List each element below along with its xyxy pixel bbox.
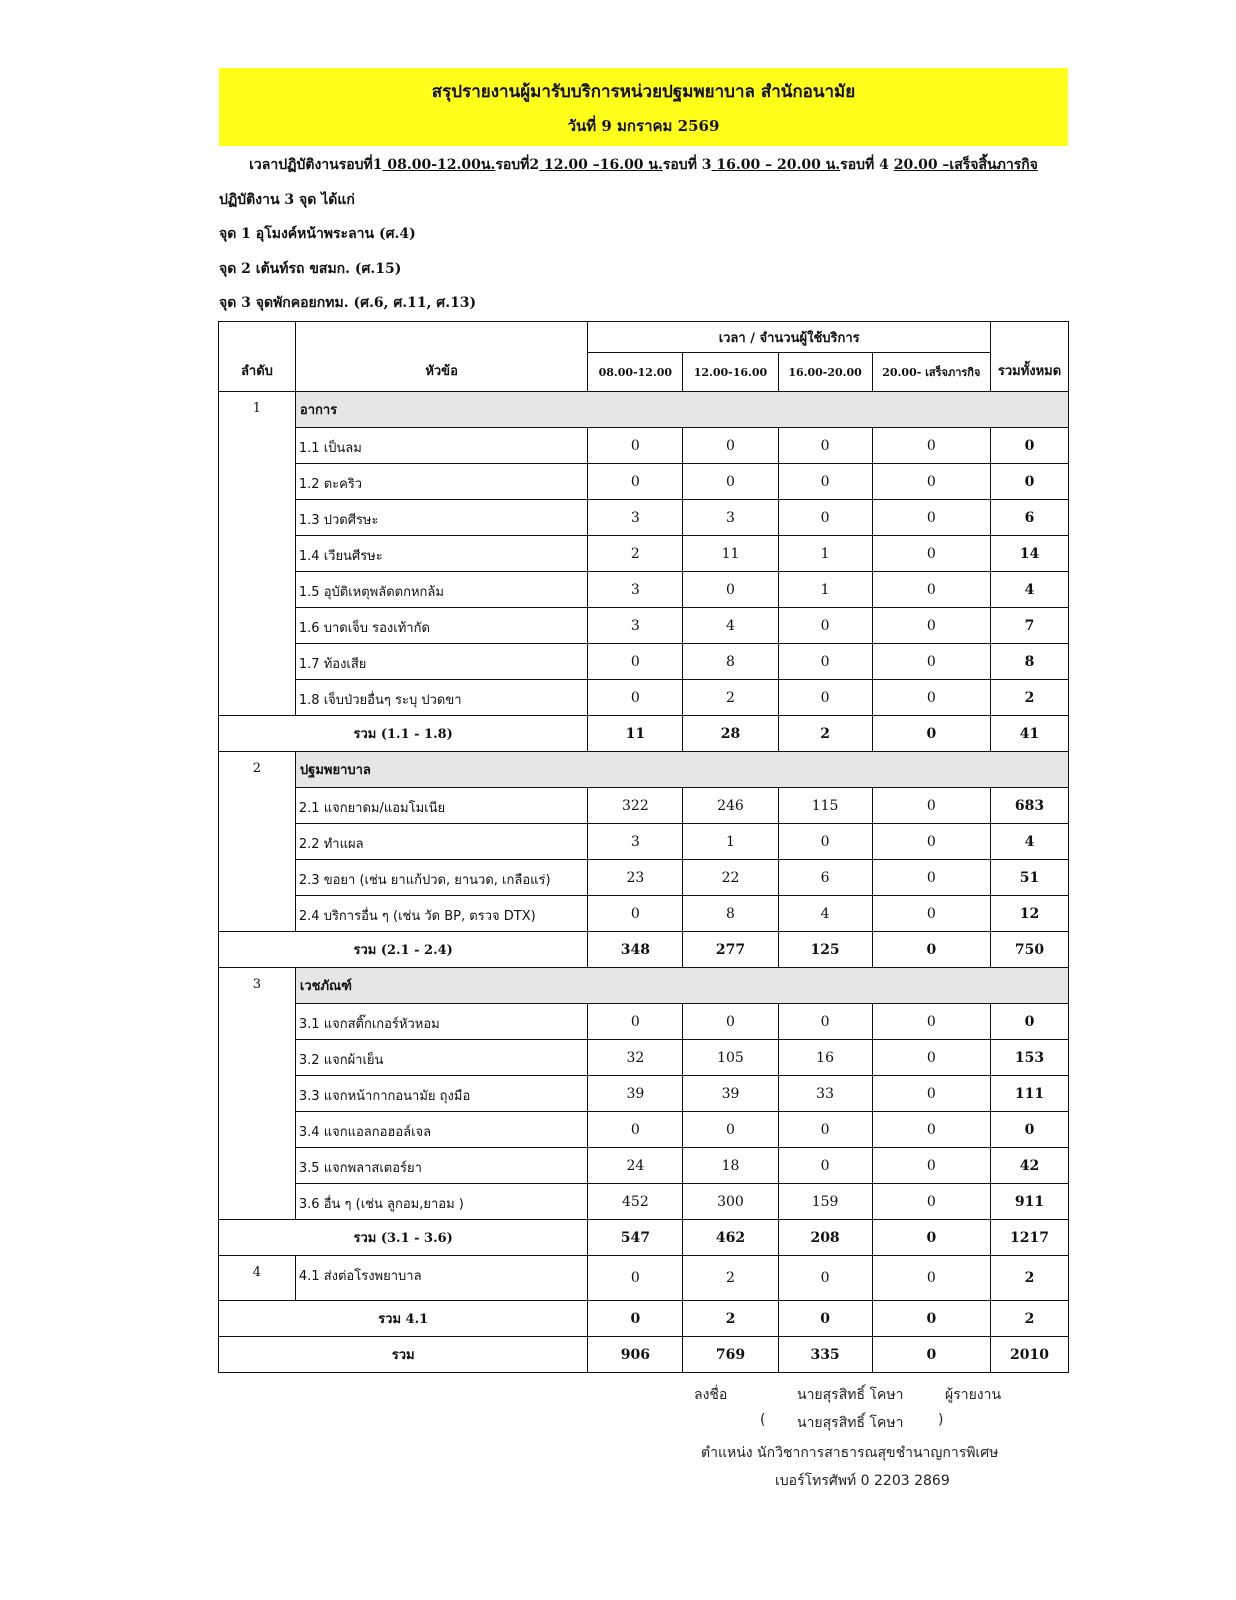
subtotal-label: รวม (1.1 - 1.8) (219, 716, 588, 752)
row-value: 8 (683, 644, 778, 680)
row-value: 0 (872, 428, 990, 464)
section-order: 3 (219, 968, 296, 1220)
row-value: 0 (588, 896, 683, 932)
row-total: 4 (991, 824, 1069, 860)
subtotal-total: 41 (991, 716, 1069, 752)
row-value: 3 (588, 608, 683, 644)
header-order: ลำดับ (219, 322, 296, 392)
header-time-3: 16.00-20.00 (778, 353, 872, 392)
table-row (219, 644, 1069, 680)
row-label: 1.5 อุบัติเหตุพลัดตกหกล้ม (295, 572, 587, 608)
signer-name: นายสุรสิทธิ์ โคษา (797, 1387, 904, 1403)
intro-points: ปฏิบัติงาน 3 จุด ได้แก่ (219, 192, 355, 208)
row-label: 1.8 เจ็บป่วยอื่นๆ ระบุ ปวดขา (295, 680, 587, 716)
subtotal-label: รวม 4.1 (219, 1301, 588, 1337)
row-value: 0 (872, 1148, 990, 1184)
row-value: 0 (872, 1040, 990, 1076)
table-row (219, 464, 1069, 500)
row-total: 0 (991, 428, 1069, 464)
row-total: 153 (991, 1040, 1069, 1076)
row-value: 0 (683, 1004, 778, 1040)
row-value: 0 (872, 1004, 990, 1040)
row-value: 39 (588, 1076, 683, 1112)
table-row (219, 788, 1069, 824)
row-value: 4 (778, 896, 872, 932)
subtotal-row (219, 932, 1069, 968)
section-name: ปฐมพยาบาล (295, 752, 1068, 788)
row-value: 11 (683, 536, 778, 572)
subtotal-label: รวม (2.1 - 2.4) (219, 932, 588, 968)
table-row (219, 1076, 1069, 1112)
row-value: 3 (588, 500, 683, 536)
row-label: 3.5 แจกพลาสเตอร์ยา (295, 1148, 587, 1184)
row-value: 0 (872, 896, 990, 932)
row-value: 0 (588, 1112, 683, 1148)
row-value: 24 (588, 1148, 683, 1184)
row-value: 0 (588, 428, 683, 464)
subtotal-value: 0 (872, 716, 990, 752)
round-2-time: 12.00 –16.00 น. (539, 157, 663, 173)
round-1-time: 08.00-12.00น. (382, 157, 496, 173)
row-total: 14 (991, 536, 1069, 572)
section-name: เวชภัณฑ์ (295, 968, 1068, 1004)
grand-total-row (219, 1337, 1069, 1373)
row-value: 0 (683, 572, 778, 608)
schedule-line (219, 154, 1068, 176)
row-value: 0 (778, 500, 872, 536)
row-value: 0 (778, 644, 872, 680)
header-total: รวมทั้งหมด (991, 322, 1069, 392)
row-value: 0 (588, 464, 683, 500)
row-label: 2.2 ทำแผล (295, 824, 587, 860)
report-table (218, 321, 1069, 1373)
row-value: 0 (872, 536, 990, 572)
row-total: 2 (991, 680, 1069, 716)
row-value: 0 (683, 464, 778, 500)
row-value: 0 (872, 824, 990, 860)
subtotal-total: 1217 (991, 1220, 1069, 1256)
header-topic: หัวข้อ (295, 322, 587, 392)
subtotal-value: 11 (588, 716, 683, 752)
subtotal-row (219, 716, 1069, 752)
row-value: 6 (778, 860, 872, 896)
round-4-time: 20.00 –เสร็จสิ้นภารกิจ (893, 157, 1038, 173)
table-row (219, 1184, 1069, 1220)
row-value: 0 (588, 680, 683, 716)
signer-phone: เบอร์โทรศัพท์ 0 2203 2869 (775, 1473, 950, 1489)
row-total: 0 (991, 1004, 1069, 1040)
row-value: 246 (683, 788, 778, 824)
round-4-label: รอบที่ 4 (840, 157, 894, 173)
grand-total-value: 769 (683, 1337, 778, 1373)
subtotal-value: 0 (778, 1301, 872, 1337)
header-time-2: 12.00-16.00 (683, 353, 778, 392)
row-value: 1 (683, 824, 778, 860)
row-value: 2 (683, 1256, 778, 1301)
table-row (219, 860, 1069, 896)
row-label: 2.1 แจกยาดม/แอมโมเนีย (295, 788, 587, 824)
row-value: 0 (872, 1184, 990, 1220)
row-value: 0 (872, 464, 990, 500)
row-value: 33 (778, 1076, 872, 1112)
round-2-label: รอบที่2 (495, 157, 540, 173)
row-total: 683 (991, 788, 1069, 824)
table-row (219, 536, 1069, 572)
row-value: 0 (588, 644, 683, 680)
row-value: 2 (588, 536, 683, 572)
report-title: สรุปรายงานผู้มารับบริการหน่วยปฐมพยาบาล สำนักอนามัย (431, 82, 856, 102)
row-value: 0 (872, 572, 990, 608)
subtotal-value: 2 (683, 1301, 778, 1337)
row-value: 0 (872, 608, 990, 644)
row-value: 32 (588, 1040, 683, 1076)
section-header-row (219, 392, 1069, 428)
row-value: 4 (683, 608, 778, 644)
schedule-prefix: เวลาปฏิบัติงานรอบที่1 (249, 157, 383, 173)
row-value: 0 (778, 428, 872, 464)
row-total: 42 (991, 1148, 1069, 1184)
row-value: 18 (683, 1148, 778, 1184)
row-total: 4 (991, 572, 1069, 608)
row-value: 3 (683, 500, 778, 536)
row-value: 0 (778, 608, 872, 644)
row-label: 2.3 ขอยา (เช่น ยาแก้ปวด, ยานวด, เกลือแร่) (295, 860, 587, 896)
table-row (219, 572, 1069, 608)
subtotal-total: 750 (991, 932, 1069, 968)
section-order: 4 (219, 1256, 296, 1301)
row-total: 6 (991, 500, 1069, 536)
subtotal-value: 547 (588, 1220, 683, 1256)
subtotal-value: 0 (872, 932, 990, 968)
grand-total-label: รวม (219, 1337, 588, 1373)
row-value: 0 (683, 428, 778, 464)
row-total: 0 (991, 464, 1069, 500)
row-label: 1.3 ปวดศีรษะ (295, 500, 587, 536)
section-order: 1 (219, 392, 296, 716)
row-value: 1 (778, 536, 872, 572)
row-value: 16 (778, 1040, 872, 1076)
row-label: 3.4 แจกแอลกอฮอล์เจล (295, 1112, 587, 1148)
grand-total-value: 0 (872, 1337, 990, 1373)
signer-role: ผู้รายงาน (945, 1387, 1002, 1403)
row-value: 0 (872, 788, 990, 824)
subtotal-value: 0 (588, 1301, 683, 1337)
intro-point-2: จุด 2 เต้นท์รถ ขสมก. (ศ.15) (219, 261, 402, 277)
section-name: อาการ (295, 392, 1068, 428)
subtotal-label: รวม (3.1 - 3.6) (219, 1220, 588, 1256)
subtotal-row (219, 1301, 1069, 1337)
name-open-paren: ( (760, 1412, 766, 1428)
row-value: 0 (778, 1256, 872, 1301)
row-value: 0 (778, 680, 872, 716)
row-value: 0 (778, 464, 872, 500)
row-value: 39 (683, 1076, 778, 1112)
row-value: 322 (588, 788, 683, 824)
row-value: 159 (778, 1184, 872, 1220)
row-total: 2 (991, 1256, 1069, 1301)
title-banner (219, 68, 1068, 146)
table-header-row (219, 322, 1069, 353)
header-time-group: เวลา / จำนวนผู้ใช้บริการ (588, 322, 991, 353)
subtotal-value: 348 (588, 932, 683, 968)
row-value: 452 (588, 1184, 683, 1220)
row-value: 0 (872, 680, 990, 716)
subtotal-value: 2 (778, 716, 872, 752)
row-value: 0 (872, 644, 990, 680)
subtotal-value: 462 (683, 1220, 778, 1256)
row-value: 22 (683, 860, 778, 896)
row-value: 0 (872, 860, 990, 896)
intro-point-3: จุด 3 จุดพักคอยกทม. (ศ.6, ศ.11, ศ.13) (219, 295, 477, 311)
signature-label: ลงชื่อ (694, 1387, 728, 1403)
row-value: 115 (778, 788, 872, 824)
row-value: 0 (872, 500, 990, 536)
row-value: 0 (588, 1004, 683, 1040)
row-total: 0 (991, 1112, 1069, 1148)
table-row (219, 1040, 1069, 1076)
row-value: 3 (588, 824, 683, 860)
subtotal-value: 277 (683, 932, 778, 968)
table-row (219, 1256, 1069, 1301)
row-label: 1.7 ท้องเสีย (295, 644, 587, 680)
row-total: 911 (991, 1184, 1069, 1220)
row-value: 0 (872, 1076, 990, 1112)
row-value: 23 (588, 860, 683, 896)
subtotal-value: 0 (872, 1301, 990, 1337)
table-row (219, 1004, 1069, 1040)
table-row (219, 1148, 1069, 1184)
row-total: 7 (991, 608, 1069, 644)
row-value: 0 (778, 1148, 872, 1184)
subtotal-value: 0 (872, 1220, 990, 1256)
row-label: 1.6 บาดเจ็บ รองเท้ากัด (295, 608, 587, 644)
row-label: 1.1 เป็นลม (295, 428, 587, 464)
subtotal-value: 28 (683, 716, 778, 752)
table-row (219, 608, 1069, 644)
table-row (219, 428, 1069, 464)
subtotal-total: 2 (991, 1301, 1069, 1337)
row-label: 3.2 แจกผ้าเย็น (295, 1040, 587, 1076)
grand-total-value: 335 (778, 1337, 872, 1373)
row-value: 2 (683, 680, 778, 716)
round-3-label: รอบที่ 3 (662, 157, 712, 173)
row-total: 12 (991, 896, 1069, 932)
row-value: 3 (588, 572, 683, 608)
report-table-body (219, 322, 1069, 1373)
row-value: 0 (778, 1112, 872, 1148)
name-close-paren: ) (938, 1412, 944, 1428)
table-row (219, 896, 1069, 932)
row-label: 2.4 บริการอื่น ๆ (เช่น วัด BP, ตรวจ DTX) (295, 896, 587, 932)
row-value: 1 (778, 572, 872, 608)
subtotal-row (219, 1220, 1069, 1256)
subtotal-value: 125 (778, 932, 872, 968)
header-time-4: 20.00- เสร็จภารกิจ (872, 353, 990, 392)
section-order: 2 (219, 752, 296, 932)
report-date: วันที่ 9 มกราคม 2569 (567, 117, 720, 135)
row-label: 1.2 ตะคริว (295, 464, 587, 500)
row-value: 0 (872, 1112, 990, 1148)
row-value: 105 (683, 1040, 778, 1076)
grand-total-sum: 2010 (991, 1337, 1069, 1373)
header-time-1: 08.00-12.00 (588, 353, 683, 392)
row-label: 3.6 อื่น ๆ (เช่น ลูกอม,ยาอม ) (295, 1184, 587, 1220)
signer-name-printed: นายสุรสิทธิ์ โคษา (797, 1415, 904, 1431)
section-header-row (219, 752, 1069, 788)
row-total: 111 (991, 1076, 1069, 1112)
row-label: 4.1 ส่งต่อโรงพยาบาล (295, 1256, 587, 1301)
row-total: 8 (991, 644, 1069, 680)
intro-point-1: จุด 1 อุโมงค์หน้าพระลาน (ศ.4) (219, 226, 416, 242)
row-label: 3.3 แจกหน้ากากอนามัย ถุงมือ (295, 1076, 587, 1112)
row-label: 1.4 เวียนศีรษะ (295, 536, 587, 572)
table-row (219, 824, 1069, 860)
table-row (219, 680, 1069, 716)
signer-position: ตำแหน่ง นักวิชาการสาธารณสุขชำนาญการพิเศษ (701, 1445, 999, 1461)
table-row (219, 500, 1069, 536)
row-value: 0 (683, 1112, 778, 1148)
row-value: 0 (588, 1256, 683, 1301)
subtotal-value: 208 (778, 1220, 872, 1256)
row-value: 0 (778, 824, 872, 860)
table-row (219, 1112, 1069, 1148)
round-3-time: 16.00 – 20.00 น. (711, 157, 841, 173)
row-value: 8 (683, 896, 778, 932)
row-total: 51 (991, 860, 1069, 896)
row-value: 0 (778, 1004, 872, 1040)
row-label: 3.1 แจกสติ๊กเกอร์หัวหอม (295, 1004, 587, 1040)
row-value: 0 (872, 1256, 990, 1301)
grand-total-value: 906 (588, 1337, 683, 1373)
row-value: 300 (683, 1184, 778, 1220)
section-header-row (219, 968, 1069, 1004)
